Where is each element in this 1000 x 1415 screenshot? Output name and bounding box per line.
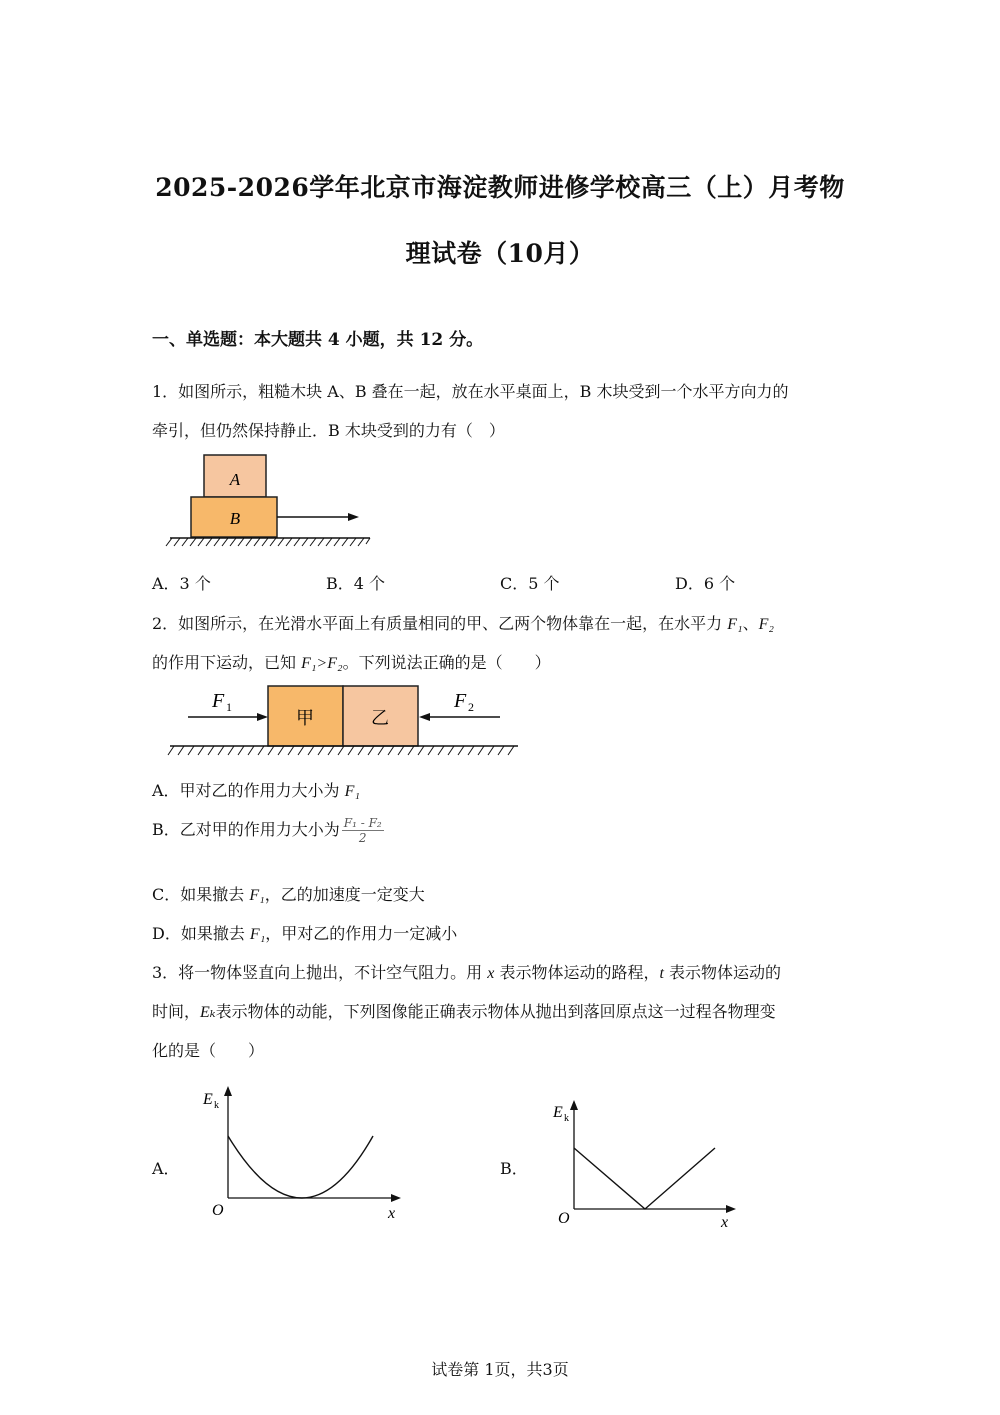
q3-line1-mid: 表示物体运动的路程， <box>494 963 660 982</box>
q3-line2-pre: 时间， <box>152 1002 201 1021</box>
q2-line2 <box>152 650 551 673</box>
q2-line2-pre: 的作用下运动，已知 <box>152 653 302 672</box>
section-heading: 一、单选题：本大题共 4 小题，共 12 分。 <box>152 330 484 350</box>
graph-b-y-subscript: k <box>564 1113 569 1124</box>
q3-ek-var: Eₖ <box>200 1004 216 1021</box>
q3-x-var: x <box>487 965 495 982</box>
graph-a-y-arrowhead <box>224 1086 232 1096</box>
q2-line1-text: 2．如图所示，在光滑水平面上有质量相同的甲、乙两个物体靠在一起，在水平力 <box>152 614 728 633</box>
q2-option-d-pre: D．如果撤去 <box>152 924 250 943</box>
q3-line3: 化的是（ ） <box>152 1041 265 1060</box>
q2-option-a-var: F₁ <box>344 783 360 800</box>
block-yi-label: 乙 <box>371 708 389 728</box>
force-f2-arrowhead <box>419 713 430 721</box>
graph-a-x-arrowhead <box>391 1194 401 1202</box>
force-f1-label: F <box>212 690 225 712</box>
exam-title-line2: 理试卷（10月） <box>405 239 595 268</box>
q1-line2: 牵引，但仍然保持静止．B 木块受到的力有（ ） <box>152 421 505 440</box>
q1-option-d: D．6 个 <box>675 574 736 593</box>
q2-sep: 、 <box>742 614 759 633</box>
q2-option-a <box>152 778 360 801</box>
fraction-denominator: 2 <box>358 831 367 845</box>
q2-condition: F₁>F₂ <box>301 655 343 672</box>
q3-line1-post: 表示物体运动的 <box>663 963 782 982</box>
q3-graph-b <box>545 1092 745 1237</box>
exam-title-line1: 2025-2026学年北京市海淀教师进修学校高三（上）月考物 <box>155 173 845 202</box>
block-jia-label: 甲 <box>296 708 314 728</box>
q2-option-c-pre: C．如果撤去 <box>152 885 250 904</box>
q3-line2 <box>152 999 776 1022</box>
q3-option-b-label: B． <box>500 1159 528 1178</box>
q1-line1: 1．如图所示，粗糙木块 A、B 叠在一起，放在水平桌面上，B 木块受到一个水平方向力的 <box>152 382 789 401</box>
q1-option-c: C．5 个 <box>500 574 560 593</box>
graph-b-x-arrowhead <box>726 1205 736 1213</box>
page-footer: 试卷第 1页，共3页 <box>431 1360 569 1379</box>
graph-a-y-subscript: k <box>214 1100 219 1111</box>
q2-option-c <box>152 882 425 905</box>
graph-a-origin: O <box>212 1202 224 1219</box>
force-f2-subscript: 2 <box>468 700 474 714</box>
graph-a-y-label: E <box>203 1091 213 1108</box>
q2-option-b <box>152 816 384 845</box>
fraction-numerator: F₁ - F₂ <box>343 816 382 830</box>
q3-line2-post: 表示物体的动能，下列图像能正确表示物体从抛出到落回原点这一过程各物理变 <box>215 1002 776 1021</box>
q2-figure <box>160 680 530 762</box>
q2-option-b-text: B．乙对甲的作用力大小为 <box>152 820 340 839</box>
graph-a-x-label: x <box>388 1205 396 1222</box>
q3-line1-pre: 3．将一物体竖直向上抛出，不计空气阻力。用 <box>152 963 488 982</box>
q3-line1 <box>152 960 781 983</box>
graph-b-y-label: E <box>553 1104 563 1121</box>
graph-b-vshape <box>574 1148 715 1209</box>
q2-f1: F₁ <box>727 616 743 633</box>
q2-option-d-var: F₁ <box>249 926 266 943</box>
q2-option-b-fraction <box>342 816 384 845</box>
graph-b-y-arrowhead <box>570 1100 578 1110</box>
q1-option-b: B．4 个 <box>326 574 386 593</box>
q2-option-d <box>152 921 457 944</box>
graph-b-origin: O <box>558 1210 570 1227</box>
q2-ground-hatch <box>168 746 514 755</box>
ground-hatch <box>166 538 370 546</box>
force-f1-arrowhead <box>257 713 268 721</box>
force-f2-label: F <box>454 690 467 712</box>
q2-f2: F₂ <box>758 616 774 633</box>
q2-option-c-post: ，乙的加速度一定变大 <box>264 885 425 904</box>
q2-option-d-post: ，甲对乙的作用力一定减小 <box>265 924 458 943</box>
graph-b-x-label: x <box>721 1214 729 1231</box>
q3-t-var: t <box>659 965 664 982</box>
q1-figure <box>160 450 380 550</box>
block-a-label: A <box>229 470 241 489</box>
q2-option-c-var: F₁ <box>249 887 265 904</box>
q3-graph-a <box>195 1080 410 1225</box>
q1-option-a: A．3 个 <box>152 574 211 593</box>
force-f1-subscript: 1 <box>226 700 232 714</box>
block-b-label: B <box>229 509 241 528</box>
graph-a-curve <box>228 1136 373 1198</box>
q2-line1 <box>152 611 774 634</box>
q2-option-a-text: A．甲对乙的作用力大小为 <box>152 781 345 800</box>
pull-force-arrowhead <box>348 513 359 521</box>
q3-option-a-label: A． <box>152 1159 180 1178</box>
q2-line2-post: 。下列说法正确的是（ ） <box>342 653 551 672</box>
